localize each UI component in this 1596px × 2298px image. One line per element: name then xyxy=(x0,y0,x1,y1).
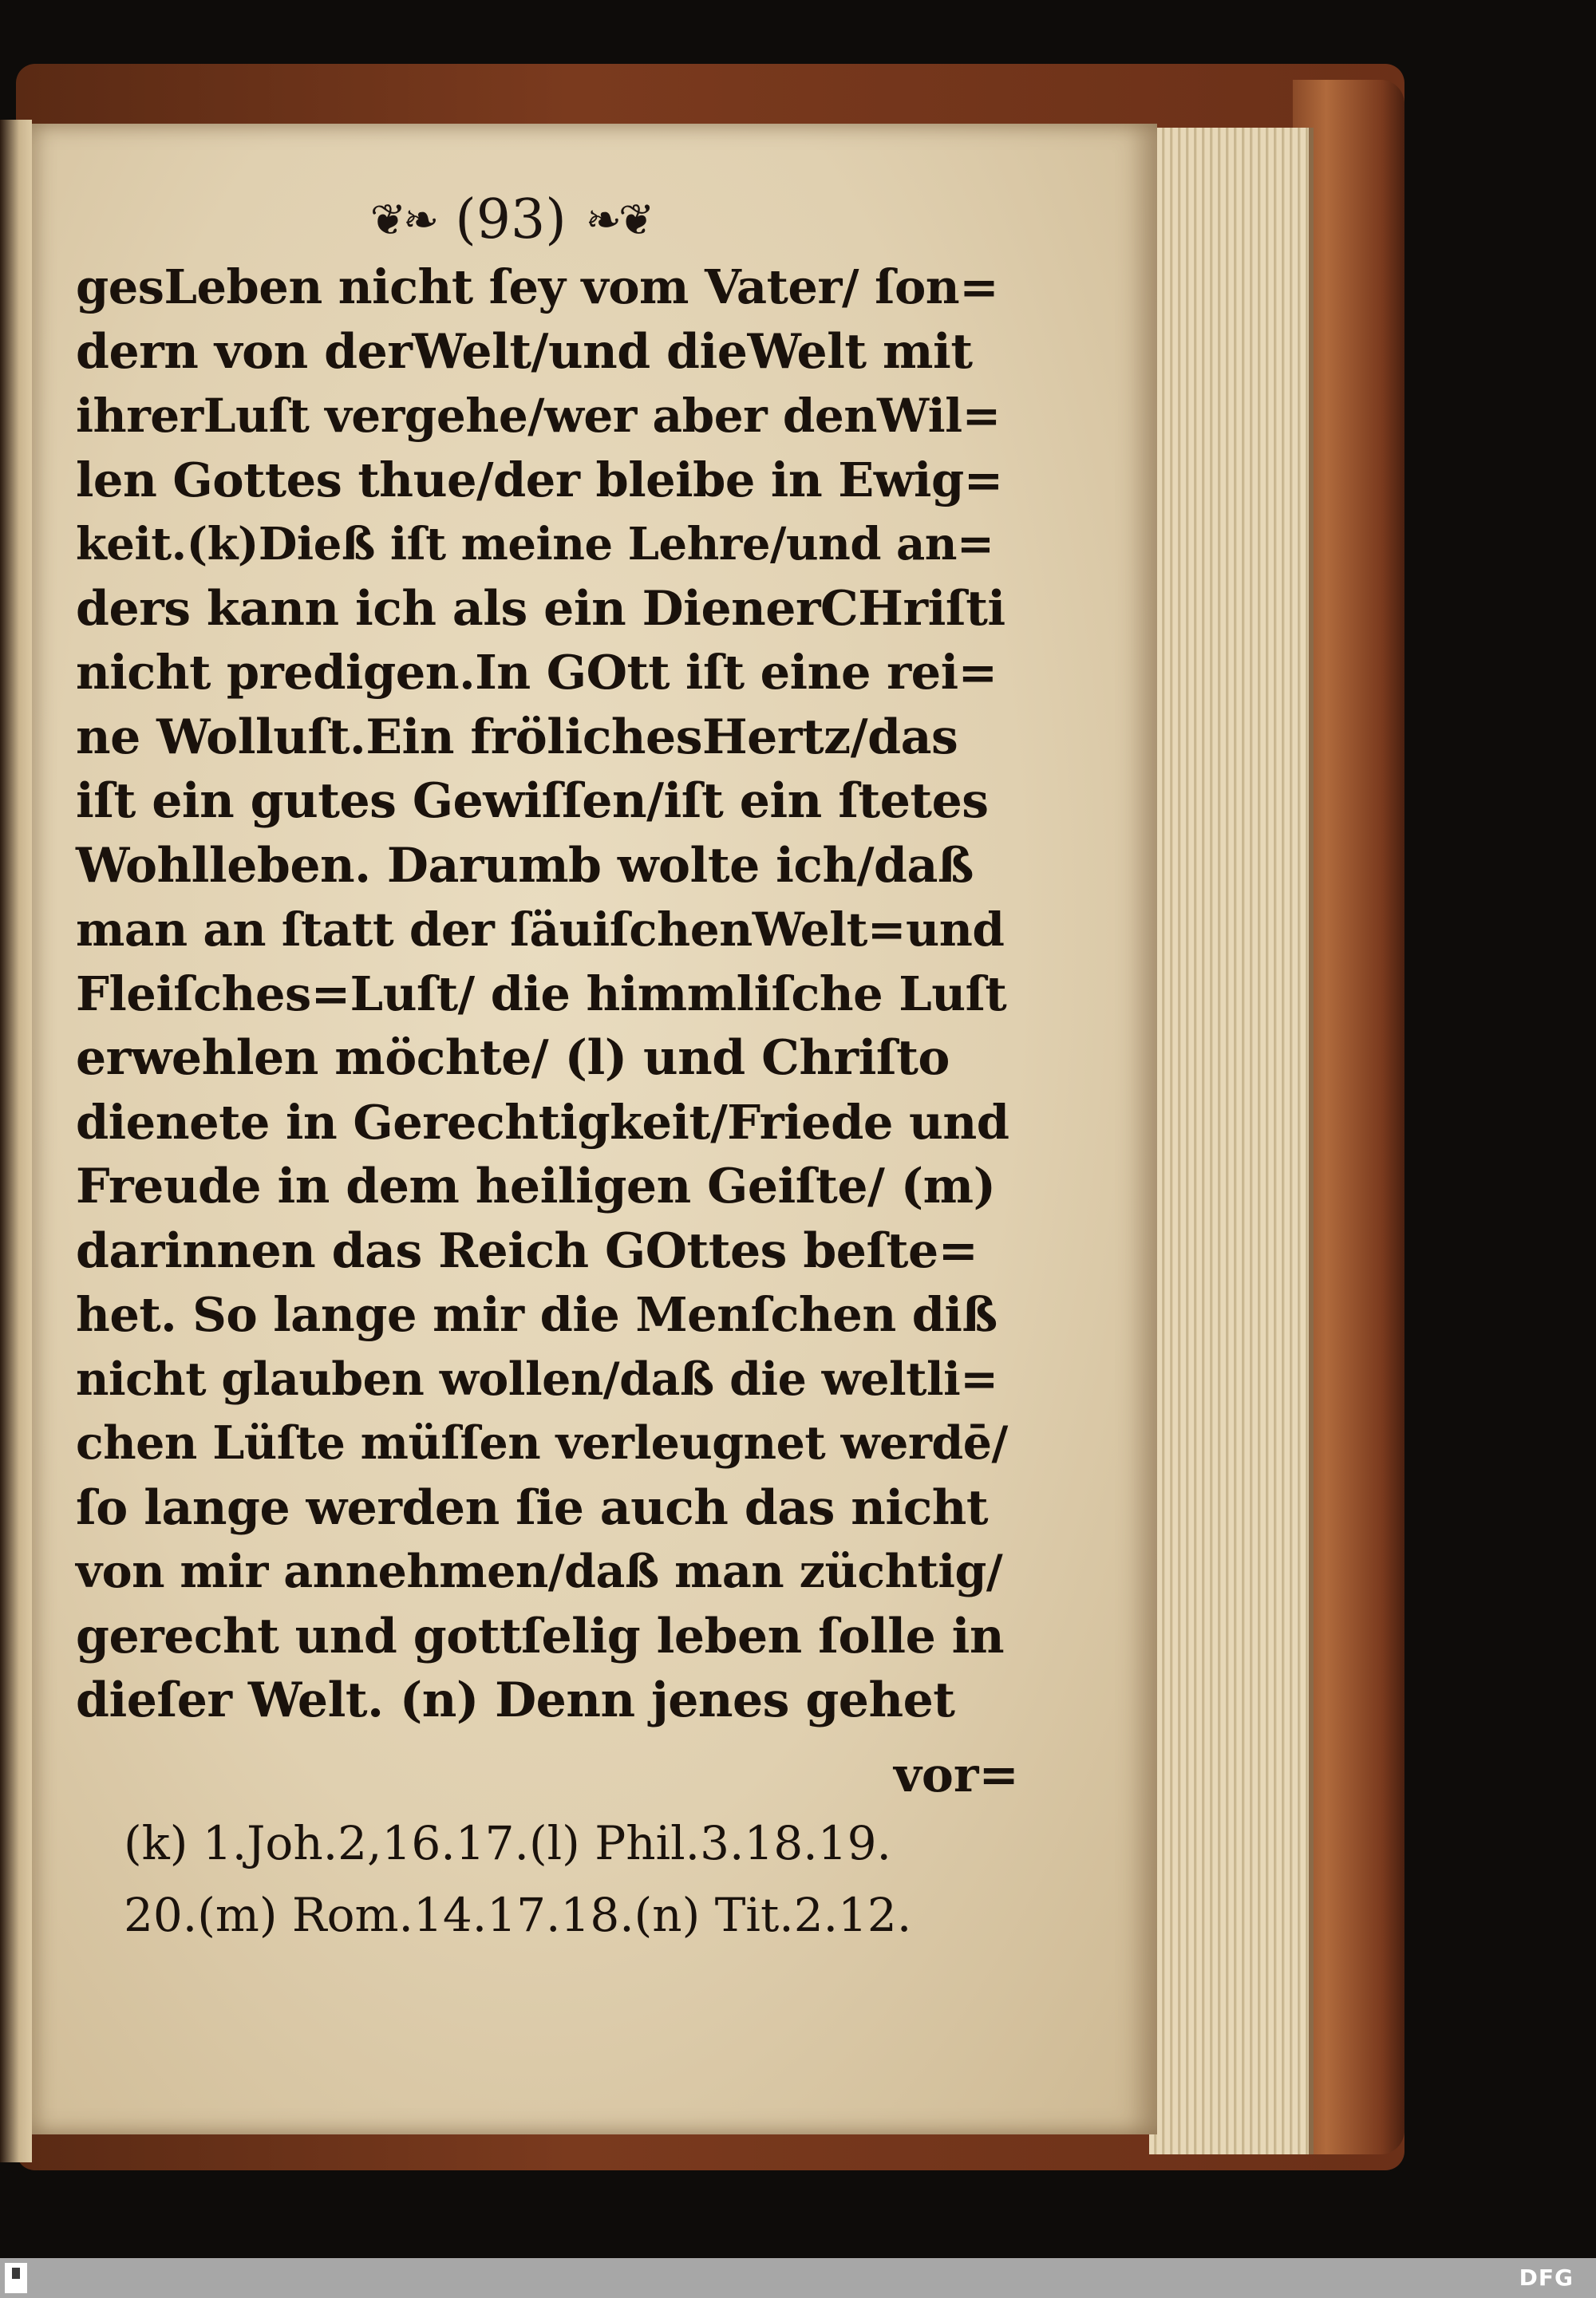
text-line: ne Wolluſt.Ein frölichesHertz/das xyxy=(76,709,958,765)
text-line: gerecht und gottſelig leben ſolle in xyxy=(76,1608,1005,1664)
text-line: keit.(k)Dieß iſt meine Lehre/und an= xyxy=(76,518,994,571)
text-line: ders kann ich als ein DienerCHriſti xyxy=(76,580,1005,637)
viewer-footer-bar xyxy=(0,2258,1596,2298)
library-logo-icon xyxy=(5,2263,27,2293)
text-line: dern von derWelt/und dieWelt mit xyxy=(76,323,973,380)
left-page-edge xyxy=(0,120,32,2162)
text-line: darinnen das Reich GOttes beſte= xyxy=(76,1222,978,1279)
text-line: chen Lüſte müſſen verleugnet werdē/ xyxy=(76,1416,1008,1470)
text-line: het. So lange mir die Menſchen diß xyxy=(76,1287,998,1342)
page-block-edges xyxy=(1149,128,1314,2154)
text-line: ſo lange werden ſie auch das nicht xyxy=(76,1479,989,1536)
text-line: iſt ein gutes Gewiſſen/iſt ein ſtetes xyxy=(76,773,989,829)
text-line: dienete in Gerechtigkeit/Friede und xyxy=(76,1094,1009,1150)
text-line: erwehlen möchte/ (l) und Chriſto xyxy=(76,1030,950,1086)
ornament-left-icon: ❦❧ xyxy=(369,194,437,245)
text-line: Wohlleben. Darumb wolte ich/daß xyxy=(76,837,974,894)
text-line: len Gottes thue/der bleibe in Ewig= xyxy=(76,452,1003,507)
text-line: gesLeben nicht ſey vom Vater/ ſon= xyxy=(76,259,999,314)
page-header xyxy=(319,184,702,255)
ornament-right-icon: ❧❦ xyxy=(585,194,652,245)
text-line: von mir annehmen/daß man züchtig/ xyxy=(76,1545,1003,1598)
text-line: dieſer Welt. (n) Denn jenes gehet xyxy=(76,1672,955,1728)
text-line: nicht predigen.In GOtt iſt eine rei= xyxy=(76,645,998,700)
page-number: (93) xyxy=(455,188,567,251)
text-line: Freude in dem heiligen Geiſte/ (m) xyxy=(76,1159,996,1214)
footnote-line: 20.(m) Rom.14.17.18.(n) Tit.2.12. xyxy=(124,1888,912,1942)
text-line: ihrerLuſt vergehe/wer aber denWil= xyxy=(76,389,1001,443)
dfg-logo: DFG xyxy=(1519,2264,1574,2291)
body-text xyxy=(76,255,1009,1733)
text-line: Fleiſches=Luſt/ die himmliſche Luſt xyxy=(76,965,1007,1021)
catchword: vor= xyxy=(894,1747,1019,1803)
text-line: man an ſtatt der ſäuiſchenWelt=und xyxy=(76,902,1005,957)
text-line: nicht glauben wollen/daß die weltli= xyxy=(76,1352,998,1406)
footnote-line: (k) 1.Joh.2,16.17.(l) Phil.3.18.19. xyxy=(124,1816,891,1870)
footnotes xyxy=(124,1807,1025,1951)
